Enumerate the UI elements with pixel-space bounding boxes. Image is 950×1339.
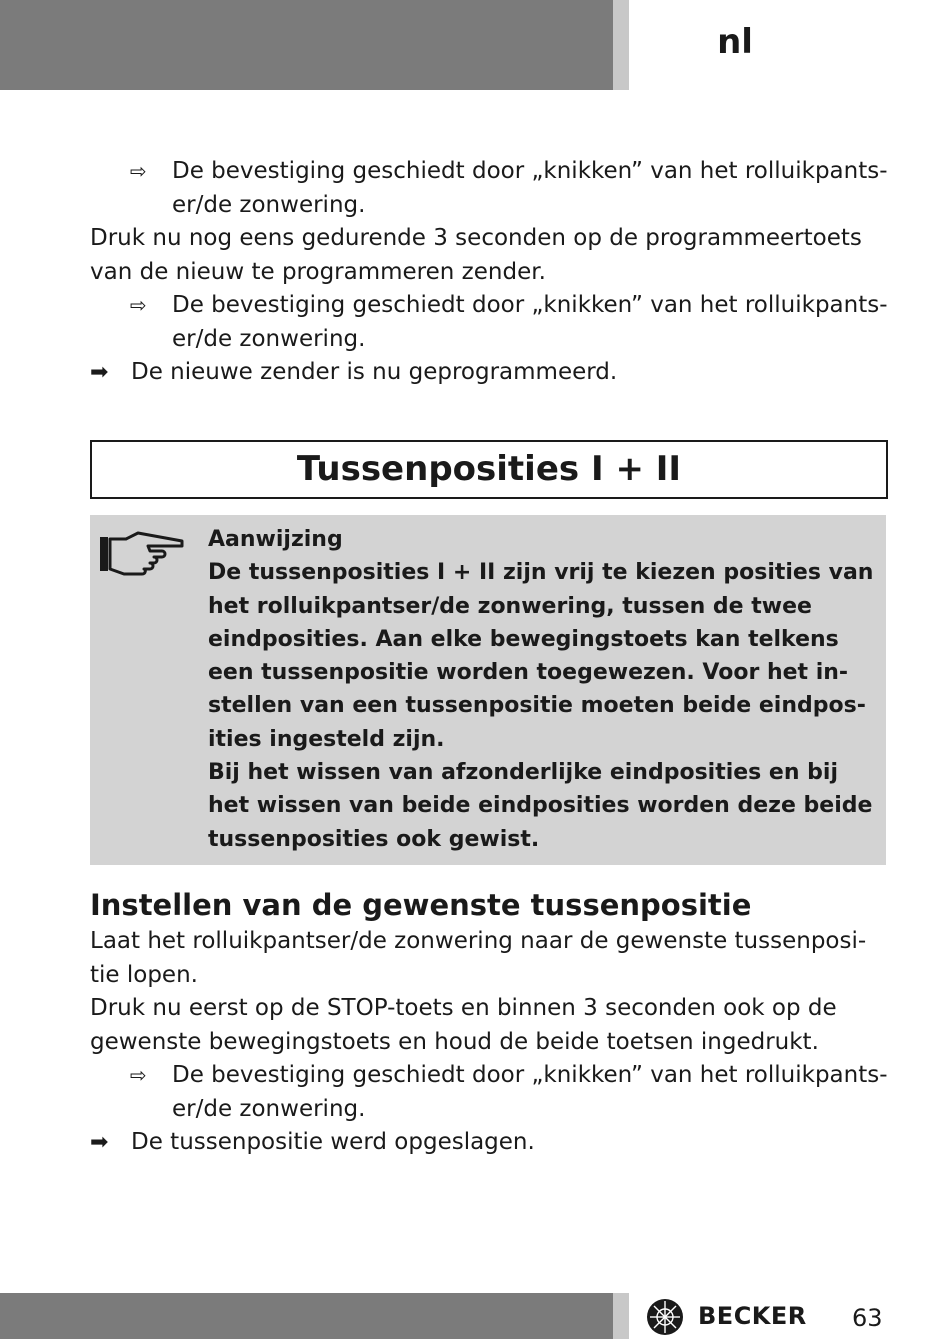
sub-step-text: De bevestiging geschiedt door „knikken” van het rolluikpants-er/de zonwering. (172, 292, 888, 352)
footer-bar-edge (613, 1293, 629, 1339)
note-text: De tussenposities I + II zijn vrij te kiezen posities van het rolluikpantser/de zonwering, tussen de twee eindposities. Aan elke bewegingstoets kan telkens een tussenpositie worden toegewezen. Voor het in-stellen van een tussenpositie moeten beide eindpos-ities ingesteld zijn. (208, 560, 874, 752)
brand-name: BECKER (698, 1302, 807, 1330)
note-text: Bij het wissen van afzonderlijke eindposities en bij het wissen van beide eindposities worden deze beide tussenposities ook gewist. (208, 760, 873, 852)
header-bar-edge (613, 0, 629, 90)
becker-logo-icon (646, 1298, 684, 1336)
hollow-arrow-icon: ⇨ (130, 293, 147, 317)
hollow-arrow-icon: ⇨ (130, 159, 147, 183)
page-number: 63 (852, 1304, 883, 1332)
note-heading: Aanwijzing (208, 527, 343, 552)
result-text: De nieuwe zender is nu geprogrammeerd. (131, 359, 618, 385)
subsection-title: Instellen van de gewenste tussenpositie (90, 888, 752, 922)
footer-bar (0, 1293, 613, 1339)
section-title: Tussenposities I + II (90, 440, 888, 499)
sub-step-text: De bevestiging geschiedt door „knikken” van het rolluikpants-er/de zonwering. (172, 158, 888, 218)
note-box (90, 515, 886, 865)
paragraph: Druk nu eerst op de STOP-toets en binnen 3 seconden ook op de gewenste bewegingstoets en houd de beide toetsen ingedrukt. (90, 995, 837, 1055)
sub-step (90, 155, 890, 222)
intro-section (90, 155, 890, 390)
sub-step (90, 1059, 890, 1126)
language-label: nl (717, 22, 753, 62)
result-text: De tussenpositie werd opgeslagen. (131, 1129, 535, 1155)
settings-section (90, 885, 890, 1160)
sub-step (90, 289, 890, 356)
header-bar (0, 0, 613, 90)
result-step (90, 1126, 890, 1160)
paragraph: Laat het rolluikpantser/de zonwering naar de gewenste tussenposi-tie lopen. (90, 928, 867, 988)
result-step (90, 356, 890, 390)
pointing-hand-icon (98, 529, 188, 579)
solid-arrow-icon: ➡ (90, 360, 109, 385)
solid-arrow-icon: ➡ (90, 1130, 109, 1155)
sub-step-text: De bevestiging geschiedt door „knikken” van het rolluikpants-er/de zonwering. (172, 1062, 888, 1122)
paragraph: Druk nu nog eens gedurende 3 seconden op de programmeertoets van de nieuw te programmeren zender. (90, 225, 862, 285)
hollow-arrow-icon: ⇨ (130, 1063, 147, 1087)
